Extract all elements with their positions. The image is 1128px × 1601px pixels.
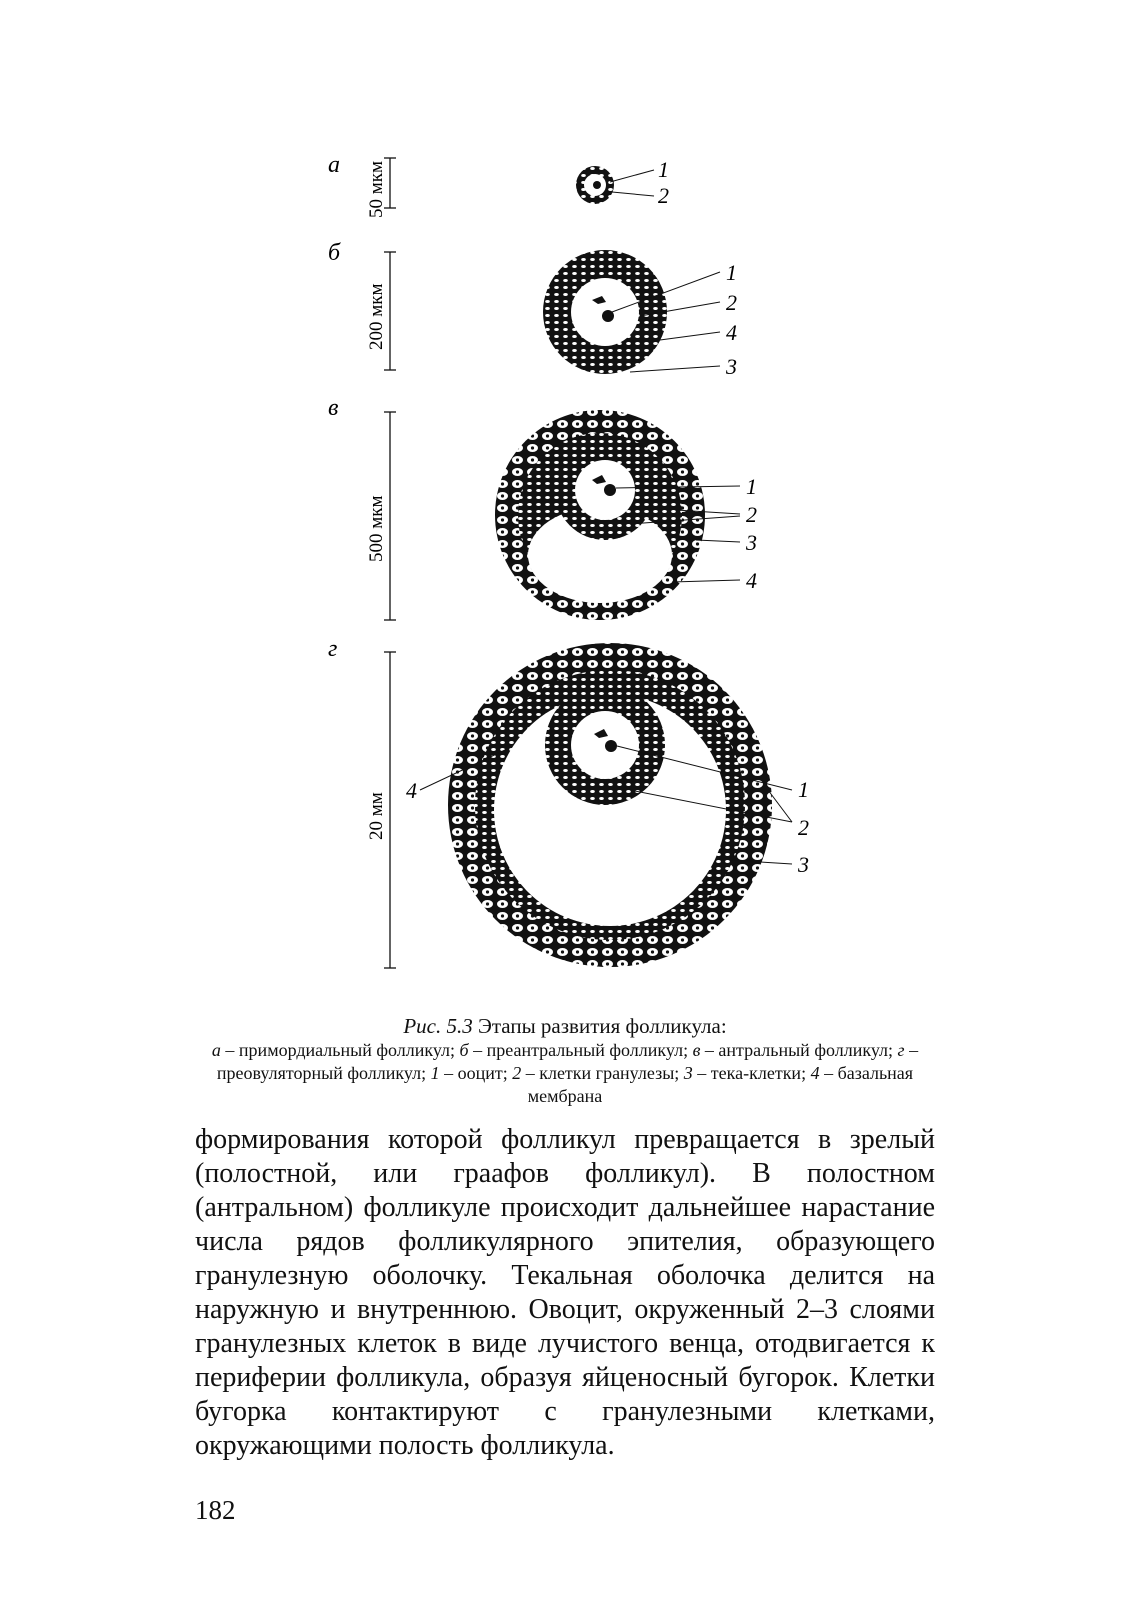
caption-title	[195, 1013, 935, 1039]
stage-letter: б	[328, 240, 341, 266]
label-2: 2	[658, 183, 669, 208]
legend-text: – преантральный фолликул;	[468, 1040, 693, 1060]
scale-label: 200 мкм	[366, 283, 387, 350]
stage-a	[328, 152, 669, 218]
legend-text: – антральный фолликул;	[700, 1040, 898, 1060]
label-4: 4	[406, 778, 417, 803]
scale-label: 20 мм	[366, 792, 387, 840]
label-4: 4	[726, 320, 737, 345]
scale-bar	[366, 412, 396, 620]
scale-label: 50 мкм	[366, 160, 387, 218]
preovulatory-follicle-drawing	[448, 643, 772, 967]
label-2: 2	[798, 815, 809, 840]
label-1: 1	[658, 157, 669, 182]
stage-letter: а	[328, 152, 340, 178]
scale-bar	[366, 652, 396, 968]
legend-text: – преовуляторный фолликул;	[216, 1040, 919, 1083]
legend-key: в	[692, 1040, 701, 1060]
legend-key: 3	[683, 1063, 693, 1083]
label-1: 1	[798, 777, 809, 802]
legend-key: 1	[430, 1063, 440, 1083]
caption-title-text: Этапы развития фолликула:	[477, 1014, 727, 1038]
legend-text: – тека-клетки;	[692, 1063, 811, 1083]
figure-reference: Рис. 5.3	[403, 1014, 473, 1038]
scale-label: 500 мкм	[366, 495, 387, 562]
legend-key: г	[897, 1040, 905, 1060]
page-number: 182	[195, 1495, 236, 1525]
stage-letter: в	[328, 395, 339, 421]
stage-b	[328, 240, 737, 379]
antral-follicle-drawing	[495, 410, 705, 620]
legend-text: – клетки гранулезы;	[521, 1063, 684, 1083]
label-3: 3	[746, 530, 757, 555]
figure-caption	[195, 1013, 935, 1108]
label-2: 2	[726, 290, 737, 315]
legend-key: 4	[810, 1063, 820, 1083]
primordial-follicle-drawing	[576, 166, 614, 204]
caption-legend	[195, 1039, 935, 1108]
legend-text: – примордиальный фолликул;	[220, 1040, 460, 1060]
follicle-development-figure	[300, 130, 860, 1000]
legend-key: б	[459, 1040, 469, 1060]
scale-bar	[366, 158, 396, 218]
stage-letter: г	[328, 636, 338, 662]
preantral-follicle-drawing	[543, 250, 667, 374]
label-1: 1	[746, 474, 757, 499]
label-3: 3	[798, 852, 809, 877]
body-paragraph: формирования которой фолликул превращается в зрелый (полостной, или граафов фолликул). В полостном (антральном) фолликуле происходит дальнейшее нарастание числа рядов фолликулярного эпителия, образующего гранулезную оболочку. Текальная оболочка делится на наружную и внутреннюю. Овоцит, окруженный 2–3 слоями гранулезных клеток в виде лучистого венца, отодвигается к периферии фолликула, образуя яйценосный бугорок. Клетки бугорка контактируют с гранулезными клетками, окружающими полость фолликула.	[195, 1124, 935, 1461]
legend-key: а	[211, 1040, 221, 1060]
label-1: 1	[726, 260, 737, 285]
callouts	[610, 157, 669, 208]
body-text	[195, 1123, 935, 1463]
stage-d	[328, 636, 809, 968]
legend-text: – ооцит;	[439, 1063, 513, 1083]
legend-key: 2	[512, 1063, 522, 1083]
stage-c	[328, 395, 757, 620]
legend-text: – базальная мембрана	[527, 1063, 914, 1106]
label-3: 3	[726, 354, 737, 379]
scale-bar	[366, 252, 396, 370]
label-4: 4	[746, 568, 757, 593]
label-2: 2	[746, 502, 757, 527]
